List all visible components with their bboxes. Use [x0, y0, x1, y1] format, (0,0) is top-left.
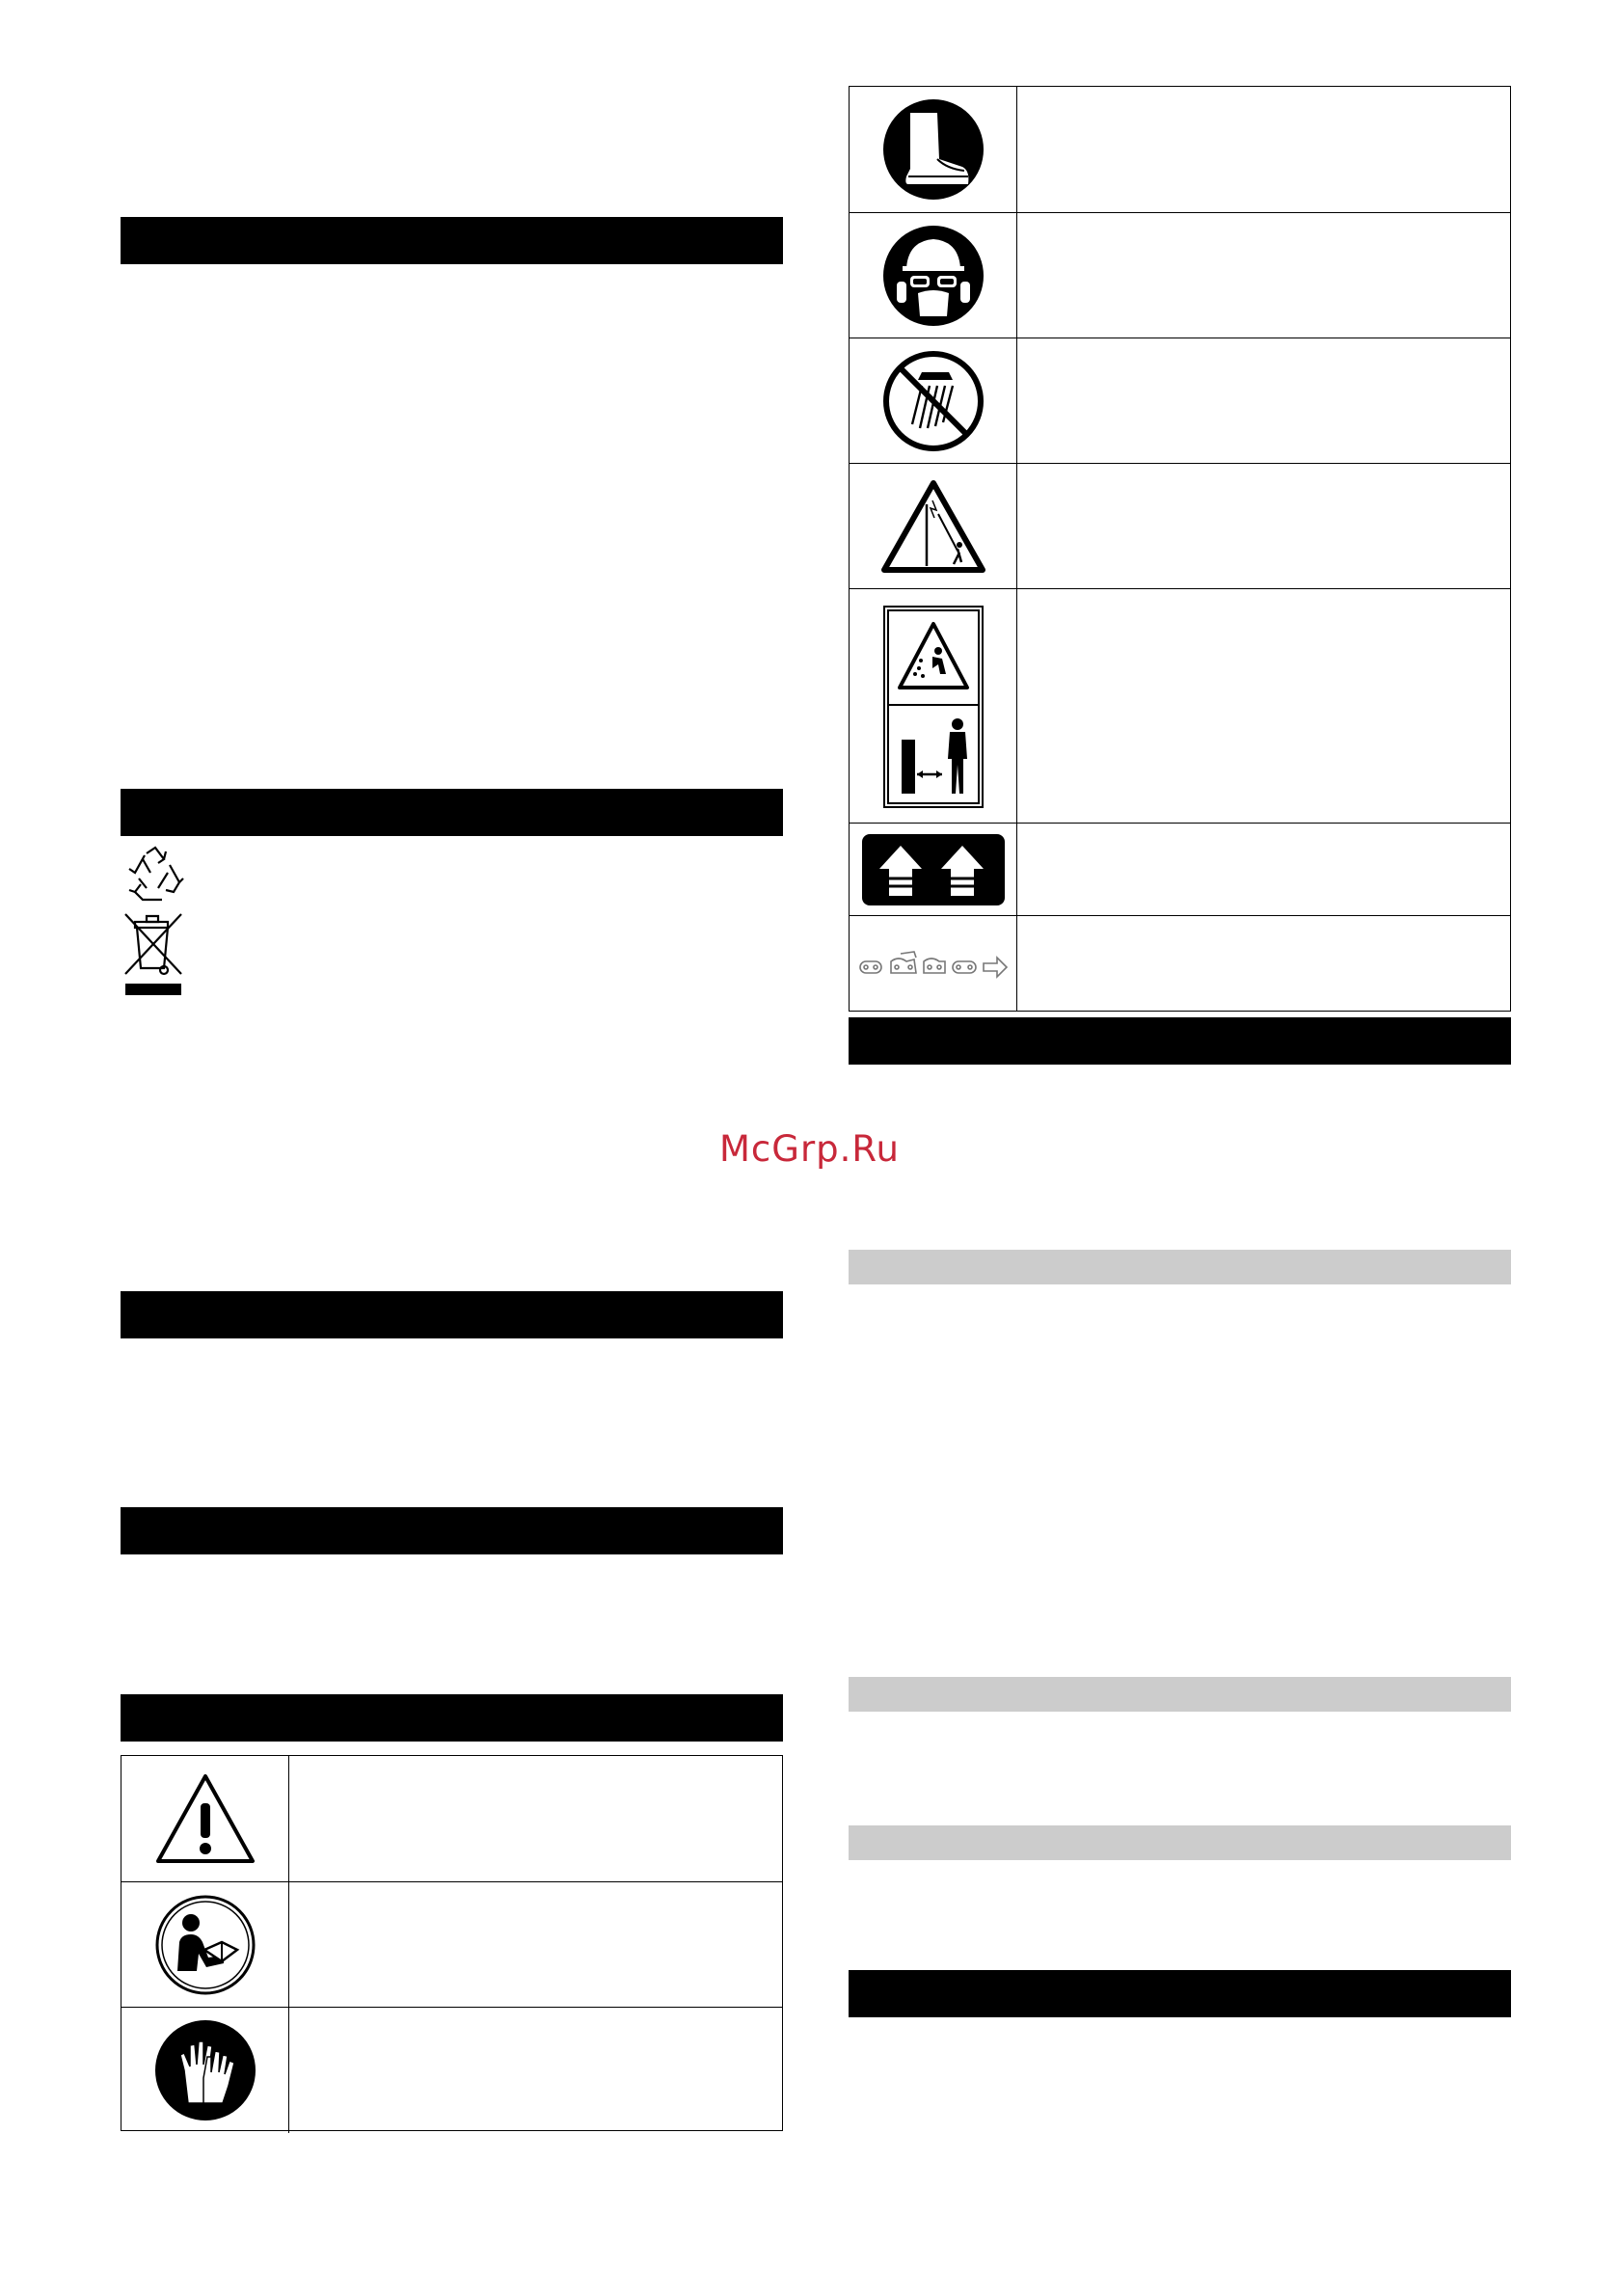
safety-boots-icon: [881, 97, 985, 202]
section-heading-bar-environment: [121, 789, 783, 836]
symbol-row: [850, 338, 1510, 464]
flying-objects-safety-distance-icon: [882, 605, 985, 809]
symbol-row: [850, 823, 1510, 916]
symbols-table-right: [849, 86, 1511, 1012]
wear-gloves-icon: [153, 2018, 257, 2122]
crossed-out-wheelie-bin-icon: [121, 910, 185, 999]
recycle-icon: [123, 844, 187, 907]
warning-triangle-icon: [152, 1770, 258, 1867]
symbol-row: [121, 1881, 782, 2008]
saw-chain-direction-icon: [856, 940, 1011, 988]
symbols-table-left: [121, 1755, 783, 2131]
symbol-row: [850, 463, 1510, 589]
symbol-row: [121, 1756, 782, 1881]
helmet-goggles-ear-protection-icon: [881, 224, 985, 328]
upward-arrows-icon: [862, 834, 1005, 905]
section-heading-bar-4: [121, 1507, 783, 1554]
symbol-row: [850, 588, 1510, 824]
do-not-expose-to-rain-icon: [881, 349, 985, 453]
section-heading-bar-right-2: [849, 1970, 1511, 2017]
watermark-text: McGrp.Ru: [719, 1128, 900, 1170]
overhead-power-line-warning-icon: [880, 479, 986, 574]
read-manual-icon: [154, 1894, 256, 1996]
subsection-heading-bar-2: [849, 1677, 1511, 1712]
subsection-heading-bar-3: [849, 1825, 1511, 1860]
symbol-row: [121, 2007, 782, 2133]
section-heading-bar-right-1: [849, 1017, 1511, 1065]
section-heading-bar-3: [121, 1291, 783, 1338]
symbol-row: [850, 915, 1510, 1012]
subsection-heading-bar-1: [849, 1250, 1511, 1284]
section-heading-bar-1: [121, 217, 783, 264]
symbol-row: [850, 87, 1510, 212]
section-heading-bar-symbols: [121, 1694, 783, 1742]
symbol-row: [850, 212, 1510, 338]
